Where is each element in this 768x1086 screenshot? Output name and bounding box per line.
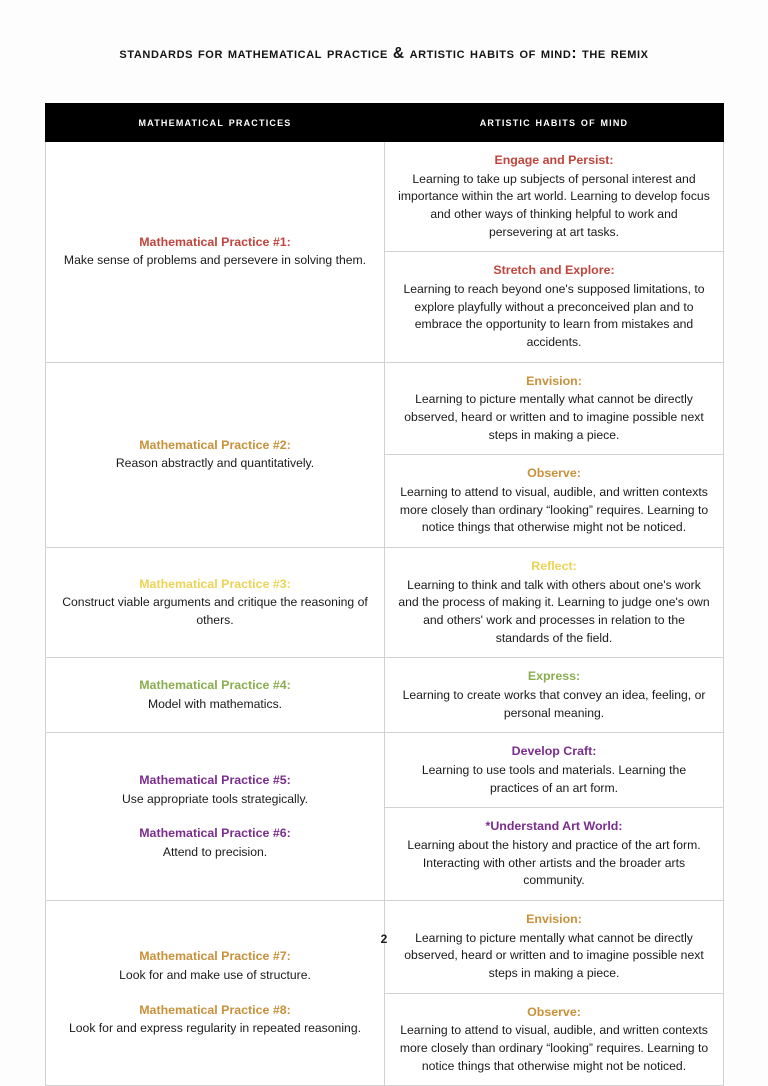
mathematical-practice-cell xyxy=(46,548,385,658)
habit-heading: Reflect: xyxy=(531,559,577,574)
artistic-habit-cell xyxy=(385,548,724,658)
table-row xyxy=(46,142,724,252)
habit-description: Learning to reach beyond one's supposed limitations, to explore playfully without a preconceived plan and to embrace the opportunity to learn from mistakes and accidents. xyxy=(403,281,705,350)
table-row xyxy=(46,362,724,455)
mathematical-practice-cell xyxy=(46,362,385,547)
habit-block xyxy=(397,910,711,983)
habit-block xyxy=(397,261,711,351)
habit-description: Learning to picture mentally what cannot be directly observed, heard or written and to imagine possible next steps in making a piece. xyxy=(404,392,704,442)
table-row xyxy=(46,901,724,994)
habit-block xyxy=(397,817,711,890)
practice-description: Look for and make use of structure. xyxy=(119,968,311,983)
artistic-habit-cell xyxy=(385,455,724,548)
practice-block xyxy=(58,824,372,861)
table-row xyxy=(46,548,724,658)
habit-heading: Stretch and Explore: xyxy=(493,263,615,278)
practice-description: Look for and express regularity in repeated reasoning. xyxy=(68,1021,361,1036)
mathematical-practice-cell xyxy=(46,658,385,733)
column-header-artistic-habits-of-mind: artistic habits of mind xyxy=(385,104,724,142)
page-title: standards for mathematical practice & artistic habits of mind: the remix xyxy=(119,45,649,62)
practice-description: Use appropriate tools strategically. xyxy=(121,791,309,806)
habit-block xyxy=(397,667,711,722)
table-header-row xyxy=(46,104,724,142)
practice-description: Attend to precision. xyxy=(162,844,268,859)
habit-description: Learning to attend to visual, audible, and written contexts more closely than ordinary “looking” requires. Learning to notice things that otherwise might not be noticed. xyxy=(399,1023,709,1073)
habit-description: Learning to picture mentally what cannot be directly observed, heard or written and to imagine possible next steps in making a piece. xyxy=(404,930,704,981)
practice-heading: Mathematical Practice #5: xyxy=(139,772,291,787)
habit-heading: Express: xyxy=(527,669,581,684)
practice-block xyxy=(58,575,372,630)
habit-block xyxy=(397,1003,711,1076)
table-header xyxy=(46,104,724,142)
practice-heading: Mathematical Practice #8: xyxy=(139,1002,291,1017)
habit-heading: Engage and Persist: xyxy=(494,153,614,167)
practice-heading: Mathematical Practice #4: xyxy=(139,678,291,693)
artistic-habit-cell xyxy=(385,252,724,362)
table-row xyxy=(46,733,724,808)
habit-description: Learning to create works that convey an idea, feeling, or personal meaning. xyxy=(402,688,706,720)
practice-description: Make sense of problems and persevere in solving them. xyxy=(63,253,367,268)
habit-heading: Envision: xyxy=(526,373,582,388)
habit-block xyxy=(397,557,711,647)
practice-block xyxy=(58,436,372,473)
mathematical-practice-cell xyxy=(46,142,385,363)
artistic-habit-cell xyxy=(385,808,724,901)
artistic-habit-cell xyxy=(385,901,724,994)
practice-description: Reason abstractly and quantitatively. xyxy=(115,456,315,471)
practice-description: Model with mathematics. xyxy=(147,696,283,711)
column-header-mathematical-practices: mathematical practices xyxy=(46,104,385,142)
practice-block xyxy=(58,1001,372,1038)
artistic-habit-cell xyxy=(385,362,724,455)
habit-description: Learning to take up subjects of personal interest and importance within the art world. Learning to develop focus and other ways of thinking helpful to work and persevering at art tasks. xyxy=(398,171,710,239)
table-row xyxy=(46,658,724,733)
practice-heading: Mathematical Practice #7: xyxy=(139,949,291,964)
habit-block xyxy=(397,151,711,241)
habit-heading: Observe: xyxy=(527,466,581,481)
practice-block xyxy=(58,233,372,270)
practice-heading: Mathematical Practice #3: xyxy=(139,576,291,591)
habit-block xyxy=(397,372,711,445)
practice-block xyxy=(58,771,372,808)
practice-heading: Mathematical Practice #6: xyxy=(139,826,291,841)
habit-heading: *Understand Art World: xyxy=(485,819,623,834)
practice-block xyxy=(58,947,372,984)
artistic-habit-cell xyxy=(385,993,724,1086)
habit-block xyxy=(397,742,711,797)
practice-heading: Mathematical Practice #2: xyxy=(139,437,291,452)
page-number: 2 xyxy=(380,932,388,946)
practice-block xyxy=(58,676,372,713)
habit-block xyxy=(397,464,711,537)
habit-description: Learning about the history and practice of the art form. Interacting with other artists and the broader arts community. xyxy=(407,838,701,888)
habit-heading: Develop Craft: xyxy=(511,744,597,759)
habit-description: Learning to attend to visual, audible, and written contexts more closely than ordinary “looking” requires. Learning to notice things that otherwise might not be noticed. xyxy=(399,485,709,535)
habit-description: Learning to use tools and materials. Learning the practices of an art form. xyxy=(421,763,687,795)
mathematical-practice-cell xyxy=(46,901,385,1086)
artistic-habit-cell xyxy=(385,658,724,733)
practice-heading: Mathematical Practice #1: xyxy=(139,234,291,249)
mathematical-practice-cell xyxy=(46,733,385,901)
artistic-habit-cell xyxy=(385,142,724,252)
practice-description: Construct viable arguments and critique the reasoning of others. xyxy=(62,595,368,628)
habit-heading: Observe: xyxy=(527,1004,581,1019)
habit-heading: Envision: xyxy=(526,912,582,927)
habit-description: Learning to think and talk with others about one's work and the process of making it. Learning to judge one's own and others' work and processes in relation to the standards of the field. xyxy=(398,577,710,645)
artistic-habit-cell xyxy=(385,733,724,808)
